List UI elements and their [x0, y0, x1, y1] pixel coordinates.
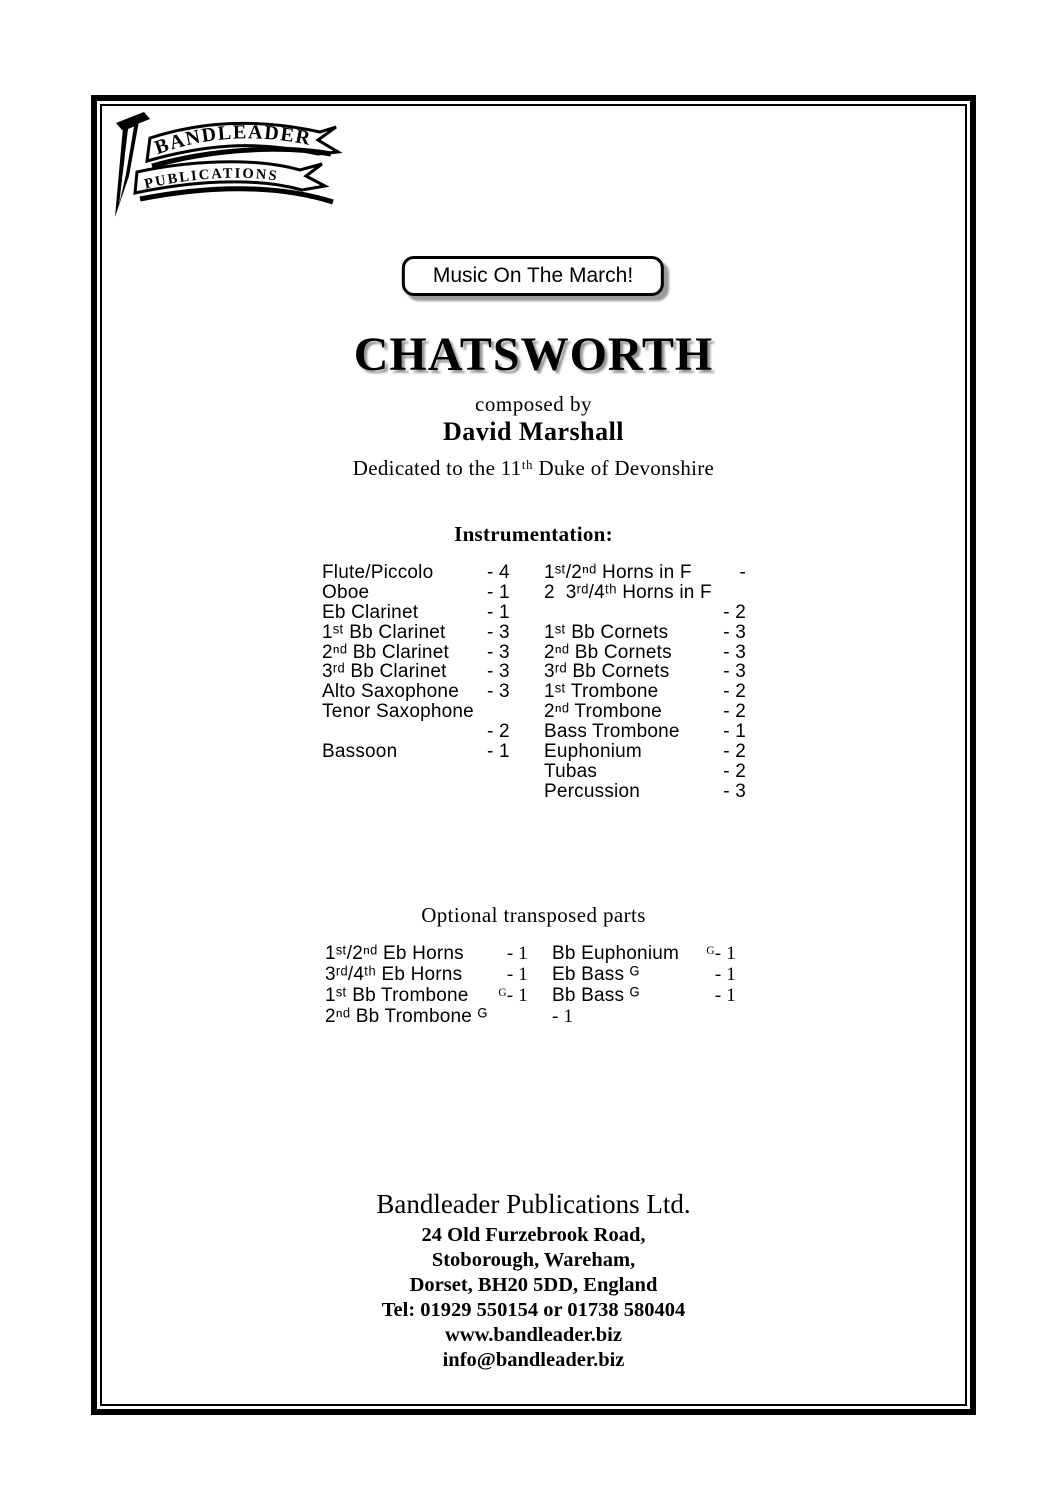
instrument-count: - 3 [723, 621, 746, 643]
instrument-name [322, 762, 487, 782]
instrument-count: - 3 [487, 681, 510, 703]
instrument-count: - 2 [723, 601, 746, 623]
instrument-count [692, 1006, 736, 1027]
instrument-row [322, 782, 746, 802]
instrument-name: 1ˢᵗ Bb Trombone [325, 985, 469, 1006]
instrument-name: Oboe [322, 581, 370, 603]
instrument-name: 1ˢᵗ Bb Clarinet [322, 621, 446, 643]
instrument-name: 2ⁿᵈ Bb Cornets [544, 641, 672, 663]
instrument-count: - 2 [487, 721, 510, 743]
instrument-count [488, 1006, 528, 1027]
instrument-name: Bb Euphonium [552, 943, 680, 964]
instrument-name: 2ⁿᵈ Bb Clarinet [322, 641, 449, 663]
instrument-count: - 3 [487, 641, 510, 663]
instrument-name: Alto Saxophone [322, 681, 459, 703]
instrument-count: - 1 [723, 721, 746, 743]
instrument-row [322, 722, 746, 742]
instrument-row [322, 702, 746, 722]
instrument-count: - 2 [723, 681, 746, 703]
instrument-count [487, 762, 544, 782]
instrumentation-list [322, 563, 746, 802]
phone-line: Tel: 01929 550154 or 01738 580404 [381, 1298, 686, 1321]
optional-part-row [325, 985, 737, 1006]
instrument-row [322, 583, 746, 603]
optional-parts-heading: Optional transposed parts [421, 903, 646, 927]
publisher-name: Bandleader Publications Ltd. [376, 1189, 691, 1219]
instrument-count: - 1 [506, 943, 528, 964]
instrument-name: 1ˢᵗ/2ⁿᵈ Eb Horns [325, 943, 464, 964]
instrument-count: - 3 [487, 621, 510, 643]
address-line: Stoborough, Wareham, [431, 1248, 636, 1271]
instrument-count: - 3 [723, 780, 746, 802]
instrument-count: - 3 [487, 661, 510, 683]
instrument-name: 3ʳᵈ Bb Cornets [544, 661, 670, 683]
instrument-name: - 1 [552, 1006, 574, 1027]
instrument-count: - 1 [506, 964, 528, 985]
instrument-count: - 1 [487, 741, 510, 763]
instrument-name: Tubas [544, 760, 598, 782]
optional-part-row [325, 1006, 737, 1027]
instrument-name: Percussion [544, 780, 640, 802]
instrument-row [322, 623, 746, 643]
instrument-count [487, 702, 544, 722]
instrument-name: 1ˢᵗ Trombone [544, 681, 659, 703]
address-line: 24 Old Furzebrook Road, [421, 1224, 646, 1246]
instrument-name: 1ˢᵗ/2ⁿᵈ Horns in F [544, 562, 692, 583]
instrument-count: - 4 [487, 562, 510, 583]
instrument-name: Eb Bass ᴳ [552, 964, 640, 985]
composed-by-label: composed by [475, 392, 592, 416]
instrument-row [322, 603, 746, 623]
dedication-text: Dedicated to the 11ᵗʰ Duke of Devonshire [352, 456, 715, 480]
instrument-row [322, 762, 746, 782]
instrument-row [322, 662, 746, 682]
publisher-block [91, 1188, 976, 1372]
instrument-row [322, 643, 746, 663]
instrument-count [714, 583, 746, 603]
instrument-name: 1ˢᵗ Bb Cornets [544, 621, 669, 643]
instrumentation-heading: Instrumentation: [454, 522, 613, 546]
instrument-count: - 3 [723, 661, 746, 683]
instrument-name: 2 3ʳᵈ/4ᵗʰ Horns in F [544, 581, 712, 603]
instrument-name: Flute/Piccolo [322, 562, 434, 583]
instrument-name: 3ʳᵈ/4ᵗʰ Eb Horns [325, 964, 463, 985]
instrument-row [322, 742, 746, 762]
instrument-row [322, 682, 746, 702]
instrument-count: - 2 [723, 741, 746, 763]
instrument-name: Bass Trombone [544, 721, 680, 743]
address-line: Dorset, BH20 5DD, England [409, 1273, 658, 1296]
instrument-count: - 1 [714, 985, 736, 1006]
instrument-name [322, 722, 487, 742]
instrument-count [487, 782, 544, 802]
instrument-name: 3ʳᵈ Bb Clarinet [322, 661, 447, 683]
optional-parts-list [325, 943, 737, 1027]
instrument-name: 2ⁿᵈ Trombone [544, 701, 662, 723]
instrument-count: - 3 [723, 641, 746, 663]
instrument-count: - 2 [723, 760, 746, 782]
instrument-count: - 1 [487, 601, 510, 623]
instrument-row [322, 563, 746, 583]
instrument-name: Tenor Saxophone [322, 701, 474, 723]
logo-text-line2: PUBLICATIONS [142, 165, 280, 193]
composer-name: David Marshall [442, 417, 625, 446]
instrument-name: Bb Bass ᴳ [552, 985, 640, 1006]
logo-text-line1: BANDLEADER [151, 121, 314, 160]
optional-part-row [325, 943, 737, 964]
instrument-count: - [739, 562, 746, 583]
email-address: info@bandleader.biz [442, 1348, 625, 1371]
series-badge-label: Music On The March! [432, 264, 634, 287]
instrument-name: Bassoon [322, 741, 398, 763]
flagpole-stem [115, 121, 139, 217]
instrument-name: 2ⁿᵈ Bb Trombone ᴳ [325, 1006, 488, 1027]
instrument-name: Euphonium [544, 741, 642, 763]
instrument-count: - 2 [723, 701, 746, 723]
instrument-name: Eb Clarinet [322, 601, 419, 623]
instrument-name [322, 782, 487, 802]
page-title: CHATSWORTH [353, 328, 714, 381]
instrument-count: - 1 [487, 581, 510, 603]
instrument-count: ᴳ- 1 [706, 943, 736, 964]
instrument-count: ᴳ- 1 [498, 985, 528, 1006]
bandleader-logo-icon [102, 108, 347, 226]
instrument-name [544, 603, 714, 623]
series-badge [402, 256, 664, 296]
instrument-count: - 1 [714, 964, 736, 985]
website-url: www.bandleader.biz [445, 1323, 622, 1346]
optional-part-row [325, 964, 737, 985]
